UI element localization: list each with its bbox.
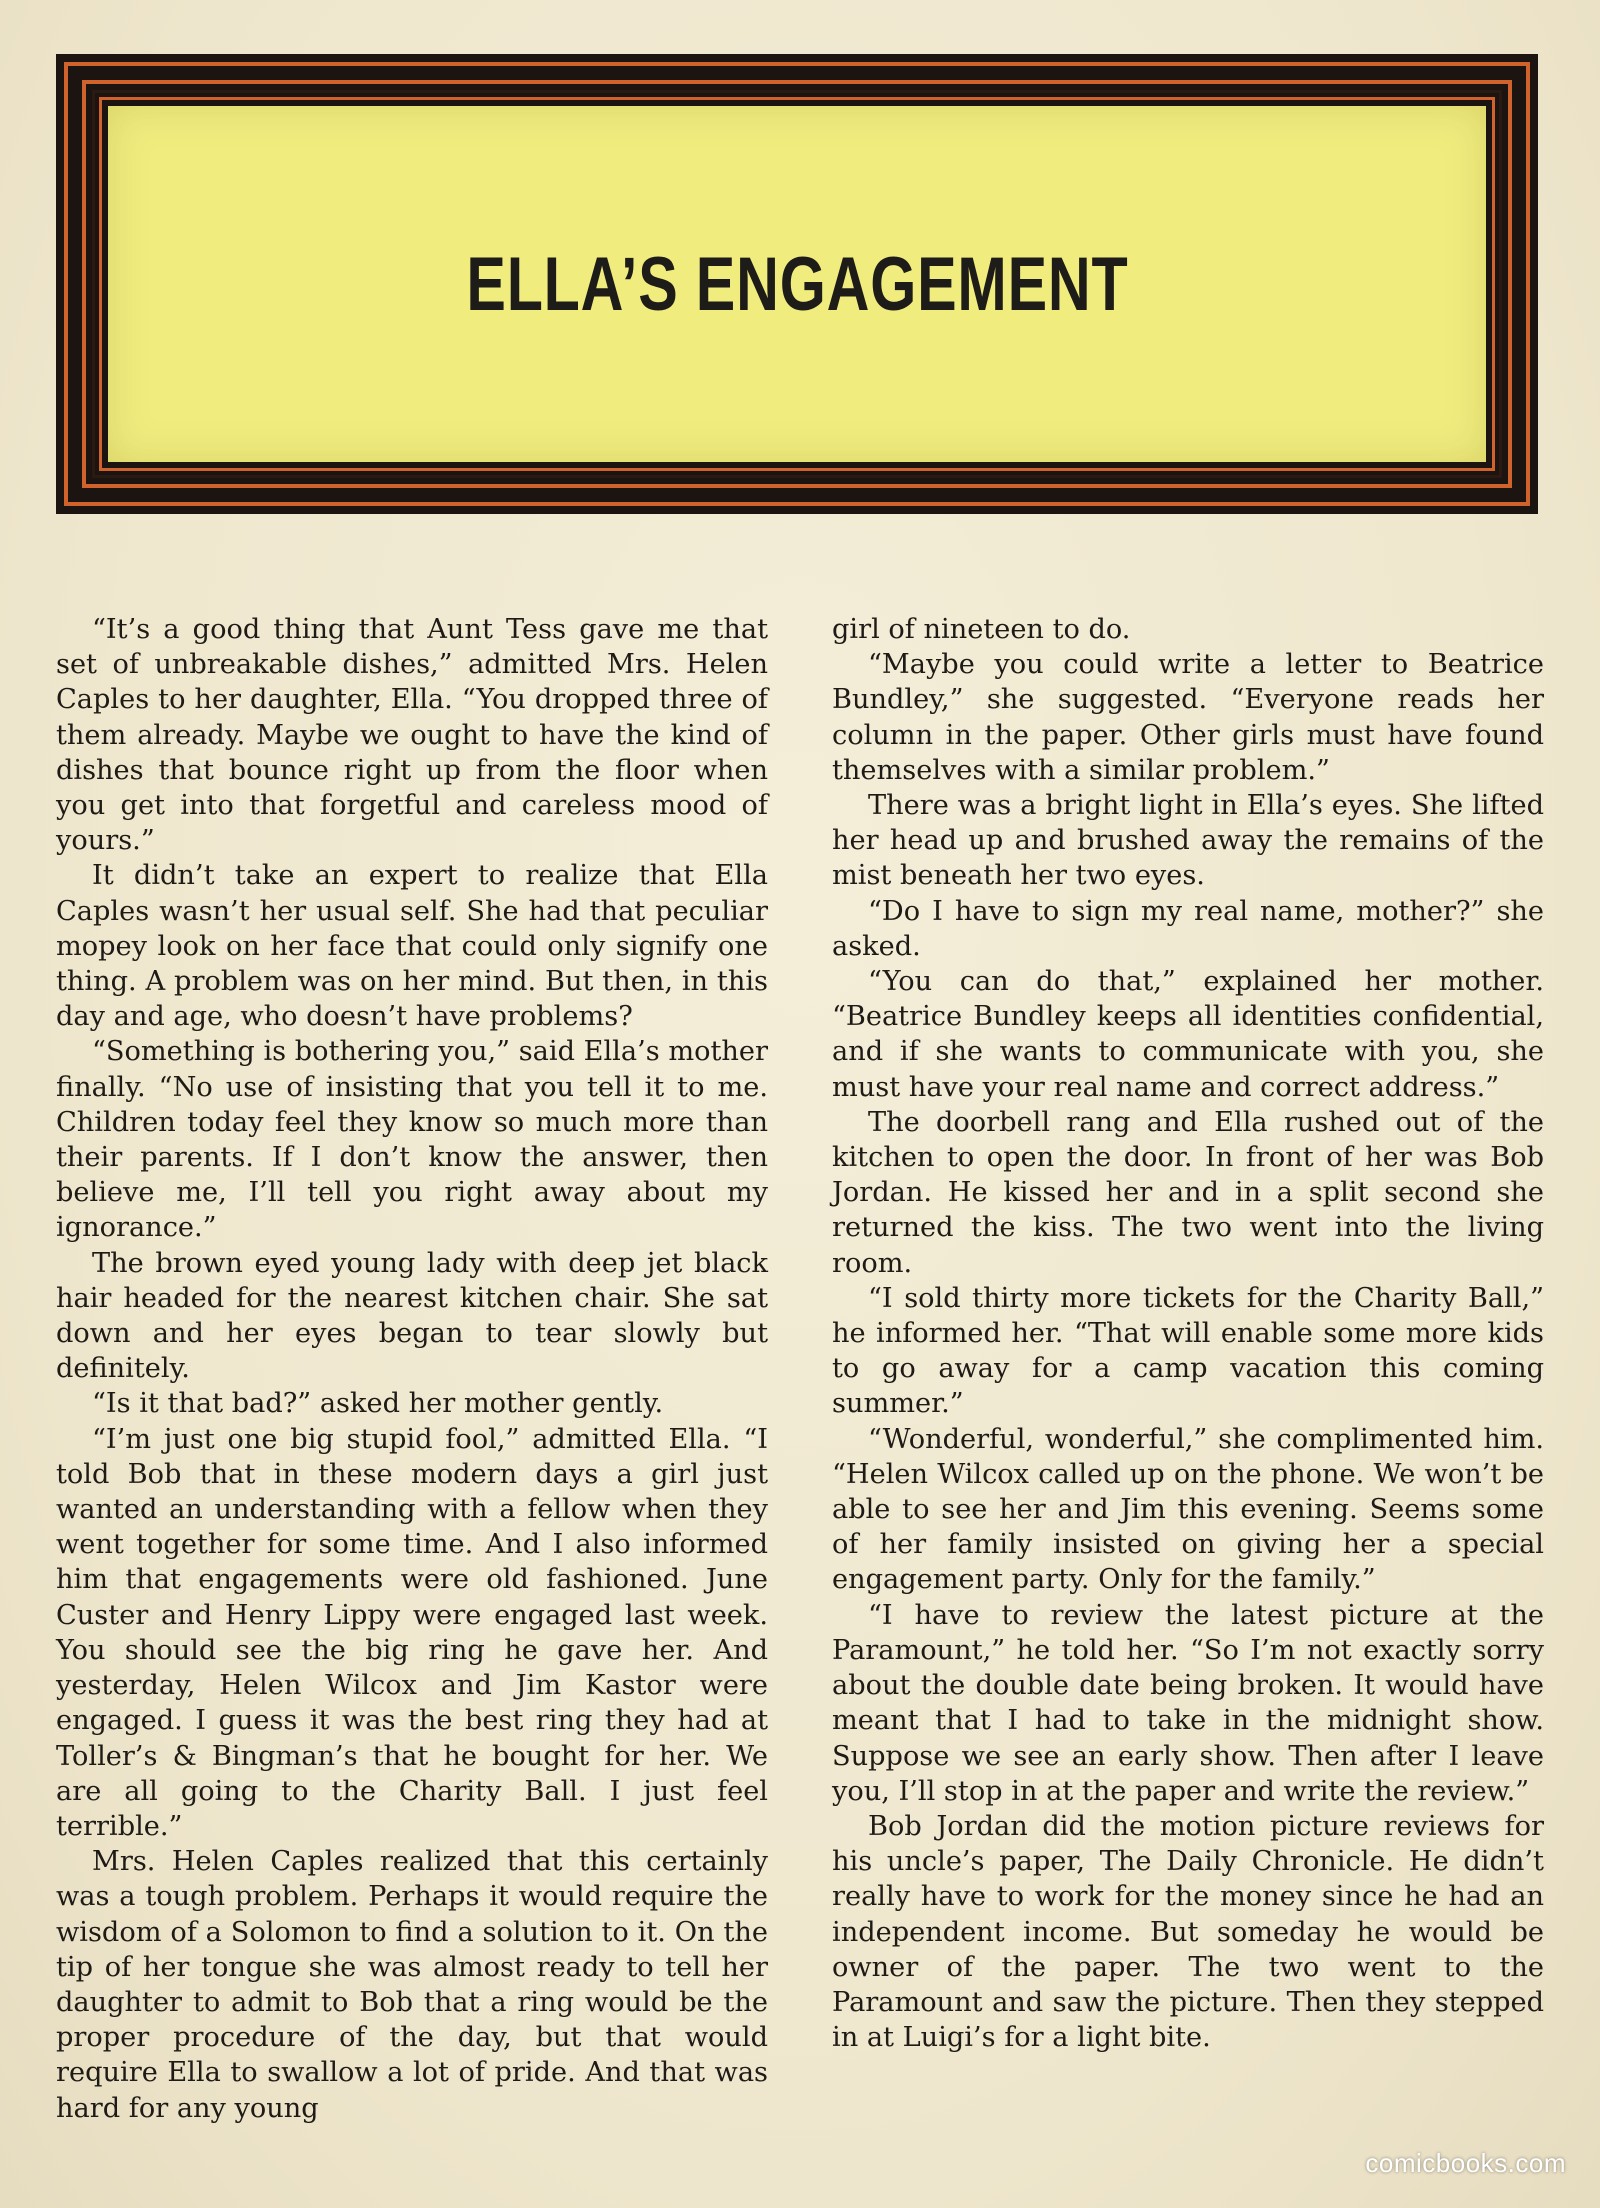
paragraph: “I sold thirty more tickets for the Charity Ball,” he informed her. “That will enable some more kids to go away for a camp vacation this coming summer.” bbox=[832, 1282, 1544, 1420]
paragraph: “Do I have to sign my real name, mother?” she asked. bbox=[832, 895, 1544, 962]
story-title: ELLA’S ENGAGEMENT bbox=[465, 241, 1129, 327]
paragraph: “Something is bothering you,” said Ella’s mother finally. “No use of insisting that you tell it to me. Children today feel they know so much more than their parents. If I don’t know the answer, then believe me, I’ll tell you right away about my ignorance.” bbox=[56, 1036, 768, 1244]
paragraph: “It’s a good thing that Aunt Tess gave me that set of unbreakable dishes,” admitted Mrs. Helen Caples to her daughter, Ella. “You dropped three of them already. Maybe we ought to have the kind of dishes that bounce right up from the floor when you get into that forgetful and careless mood of yours.” bbox=[56, 614, 768, 857]
banner-panel bbox=[108, 106, 1486, 462]
paragraph: “I have to review the latest picture at the Paramount,” he told her. “So I’m not exactly sorry about the double date being broken. It would have meant that I had to take in the midnight show. Suppose we see an early show. Then after I leave you, I’ll stop in at the paper and write the review.” bbox=[832, 1599, 1544, 1807]
paragraph: Mrs. Helen Caples realized that this certainly was a tough problem. Perhaps it would require the wisdom of a Solomon to find a solution to it. On the tip of her tongue she was almost ready to tell her daughter to admit to Bob that a ring would be the proper procedure of the day, but that would require Ella to swallow a lot of pride. And that was hard for any young bbox=[56, 1846, 768, 2124]
title-banner bbox=[56, 54, 1538, 514]
paragraph: It didn’t take an expert to realize that Ella Caples wasn’t her usual self. She had that peculiar mopey look on her face that could only signify one thing. A problem was on her mind. But then, in this day and age, who doesn’t have problems? bbox=[56, 860, 768, 1033]
paragraph: “Is it that bad?” asked her mother gently. bbox=[92, 1388, 664, 1420]
paragraph: The doorbell rang and Ella rushed out of the kitchen to open the door. In front of her was Bob Jordan. He kissed her and in a split second she returned the kiss. The two went into the living room. bbox=[832, 1106, 1544, 1279]
story-body bbox=[56, 612, 1544, 2172]
paragraph-continuation: girl of nineteen to do. bbox=[832, 614, 1131, 645]
paragraph: “I’m just one big stupid fool,” admitted Ella. “I told Bob that in these modern days a girl just wanted an understanding with a fellow when they went together for some time. And I also informed him that engagements were old fashioned. June Custer and Henry Lippy were engaged last week. You should see the big ring he gave her. And yesterday, Helen Wilcox and Jim Kastor were engaged. I guess it was the best ring they had at Toller’s & Bingman’s that he bought for her. We are all going to the Charity Ball. I just feel terrible.” bbox=[56, 1423, 768, 1842]
paragraph: There was a bright light in Ella’s eyes. She lifted her head up and brushed away the remains of the mist beneath her two eyes. bbox=[832, 790, 1544, 892]
site-watermark: comicbooks.com bbox=[1365, 2148, 1566, 2178]
right-column bbox=[832, 612, 1544, 2172]
paragraph: “You can do that,” explained her mother. “Beatrice Bundley keeps all identities confidential, and if she wants to communicate with you, she must have your real name and correct address.” bbox=[832, 966, 1544, 1103]
paragraph: Bob Jordan did the motion picture reviews for his uncle’s paper, The Daily Chronicle. He didn’t really have to work for the money since he had an independent income. But someday he would be owner of the paper. The two went to the Paramount and saw the picture. Then they stepped in at Luigi’s for a light bite. bbox=[832, 1810, 1544, 2054]
left-column bbox=[56, 612, 768, 2172]
paragraph: “Wonderful, wonderful,” she complimented him. “Helen Wilcox called up on the phone. We won’t be able to see her and Jim this evening. Seems some of her family insisted on giving her a special engagement party. Only for the family.” bbox=[832, 1423, 1544, 1596]
paragraph: “Maybe you could write a letter to Beatrice Bundley,” she suggested. “Everyone reads her column in the paper. Other girls must have found themselves with a similar problem.” bbox=[832, 649, 1544, 786]
paragraph: The brown eyed young lady with deep jet black hair headed for the nearest kitchen chair. She sat down and her eyes began to tear slowly but definitely. bbox=[56, 1247, 768, 1385]
